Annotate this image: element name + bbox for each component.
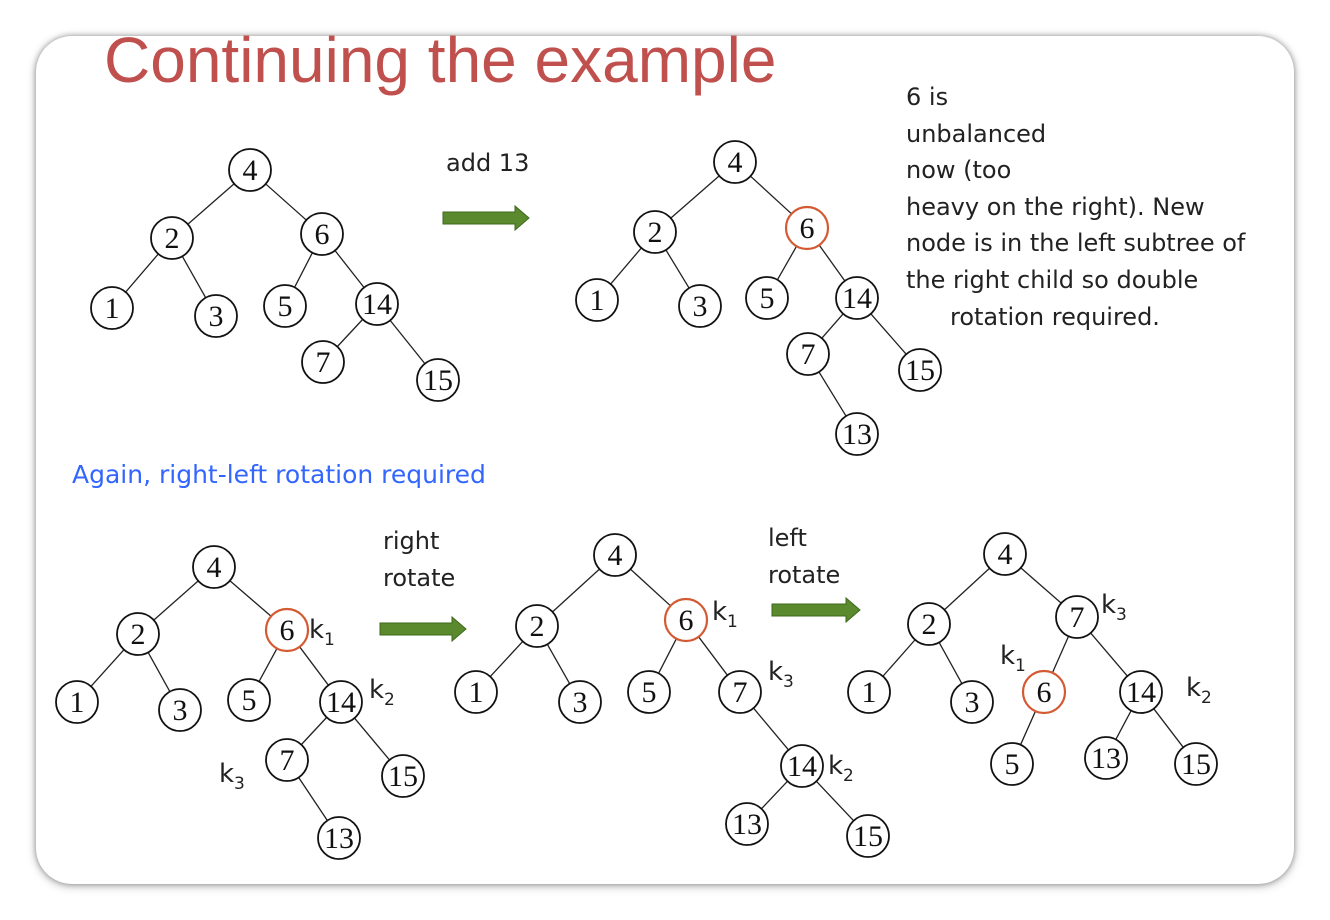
tree-node [382,755,424,797]
tree-edge [266,184,307,220]
explanation-line: rotation required. [950,302,1160,331]
node-label: 4 [727,146,743,179]
page-title: Continuing the example [104,24,777,96]
node-label: 3 [572,686,588,719]
right-rotate-label-line: rotate [383,563,456,592]
node-label: 2 [921,608,937,641]
tree-node [193,546,235,588]
tree-node [229,149,271,191]
tree-edge [883,640,915,677]
tree-node [634,211,676,253]
right-rotate-arrow [380,617,466,641]
node-label: 2 [529,610,545,643]
tree-node [628,671,670,713]
tree-edge [188,184,234,224]
tree-node [786,207,828,249]
left-rotate-label-line: left [768,524,807,552]
tree-edge [777,246,796,280]
node-label: 4 [206,551,222,584]
node-label: 6 [678,604,694,637]
tree-node [417,359,459,401]
tree-edge [490,641,522,676]
node-label: 5 [241,684,257,717]
tree-node [151,217,193,259]
tree-node [787,333,829,375]
tree-node [848,671,890,713]
tree-edge [299,777,328,820]
node-label: 4 [997,538,1013,571]
tree-edge [671,176,719,218]
node-label: 7 [1069,601,1085,634]
tree-edge [1021,568,1061,603]
tree-node [576,279,618,321]
tree-edge [1052,636,1068,673]
tree-node [746,277,788,319]
tree-node [195,295,237,337]
node-label: 15 [1181,748,1211,781]
node-label: 5 [641,676,657,709]
tree-node [984,533,1026,575]
tree-after-add [576,141,941,455]
tree-node [726,803,768,845]
node-label: 7 [732,676,748,709]
node-label: 1 [589,284,605,317]
node-label: 5 [759,282,775,315]
node-label: 14 [326,686,356,719]
k-label: k [1000,641,1016,671]
tree-edge [300,647,329,685]
tree-node [455,671,497,713]
node-label: 6 [1036,676,1052,709]
node-label: 4 [607,539,623,572]
tree-node [1085,737,1127,779]
node-label: 3 [692,290,708,323]
node-label: 1 [69,686,85,719]
node-label: 4 [242,154,258,187]
tree-edge [337,319,362,346]
tree-node [266,609,335,651]
tree-node [301,213,343,255]
node-label: 2 [164,222,180,255]
node-label: 2 [647,216,663,249]
tree-edge [761,781,787,809]
tree-edge [335,251,364,288]
k-subscript: 2 [1201,688,1212,708]
tree-node [320,675,395,723]
node-label: 3 [964,686,980,719]
add-arrow [443,206,529,230]
node-label: 13 [732,808,762,841]
tree-edge [148,652,170,691]
left-rotate-label-line: rotate [768,560,841,589]
add-label: add 13 [446,149,530,177]
tree-edge [753,708,788,750]
tree-after-right [455,534,889,857]
tree-node [991,743,1033,785]
k-label: k [369,675,385,705]
tree-node [951,681,993,723]
tree-edge [939,642,962,683]
tree-edge [630,569,670,606]
k-label: k [1186,673,1202,703]
tree-edge [611,248,642,284]
tree-node [665,597,738,641]
node-label: 1 [468,676,484,709]
tree-edge [819,245,845,281]
node-label: 7 [279,744,295,777]
k-subscript: 3 [783,672,794,692]
node-label: 5 [1004,748,1020,781]
tree-edge [547,644,569,683]
k-subscript: 1 [727,612,738,632]
node-label: 14 [1126,676,1156,709]
k-label: k [219,759,235,789]
node-label: 1 [104,292,120,325]
left-rotate-arrow [772,598,860,622]
tree-edge [944,568,989,610]
k-label: k [309,615,325,645]
node-label: 15 [853,820,883,853]
explanation-line: node is in the left subtree of [906,229,1246,258]
tree-node [714,141,756,183]
tree-node [559,681,601,723]
tree-node [302,341,344,383]
tree-edge [699,637,728,675]
tree-node [264,285,306,327]
tree-node [899,349,941,391]
node-label: 14 [362,288,392,321]
tree-edge [750,176,791,214]
tree-edge [259,648,277,681]
tree-node [836,413,878,455]
k-subscript: 1 [324,630,335,650]
node-label: 3 [172,694,188,727]
k-subscript: 2 [384,690,395,710]
tree-edge [154,581,198,620]
node-label: 13 [1091,742,1121,775]
tree-edge [91,650,124,687]
tree-node [91,287,133,329]
right-left-note: Again, right-left rotation required [72,460,486,489]
k-subscript: 2 [843,766,854,786]
tree-edge [126,254,159,292]
tree-edge [230,581,271,617]
k-label: k [828,751,844,781]
tree-node [219,739,308,794]
tree-edge [1021,711,1036,745]
node-label: 13 [324,822,354,855]
k-label: k [768,657,784,687]
node-label: 6 [799,212,815,245]
tree-edge [822,314,843,338]
tree-edge [871,314,906,354]
tree-node [228,679,270,721]
node-label: 14 [787,750,817,783]
tree-node [781,745,854,787]
tree-edge [354,718,389,760]
tree-edge [553,569,600,612]
node-label: 6 [279,614,295,647]
node-label: 15 [423,364,453,397]
node-label: 7 [800,338,816,371]
tree-after-left [848,533,1217,785]
node-label: 15 [905,354,935,387]
k-subscript: 3 [1116,605,1127,625]
node-label: 7 [315,346,331,379]
node-label: 14 [842,282,872,315]
tree-node [1120,671,1212,713]
tree-node [847,815,889,857]
node-label: 3 [208,300,224,333]
tree-node [594,534,636,576]
tree-edge [816,781,853,820]
k-subscript: 1 [1015,656,1026,676]
tree-edge [1116,711,1131,740]
tree-node [908,603,950,645]
k-label: k [1101,590,1117,620]
node-label: 1 [861,676,877,709]
tree-node [356,283,398,325]
node-label: 13 [842,418,872,451]
explanation-line: unbalanced [906,119,1047,148]
tree-node [56,681,98,723]
tree-edge [819,372,846,416]
explanation-line: the right child so double [906,265,1199,294]
tree-node [719,657,794,713]
tree-node [117,613,159,655]
k-label: k [712,597,728,627]
node-label: 15 [388,760,418,793]
tree-edge [390,320,425,363]
node-label: 5 [277,290,293,323]
tree-node [1056,590,1127,638]
right-rotate-label-line: right [383,527,440,555]
explanation-line: 6 is [906,83,949,111]
node-label: 6 [314,218,330,251]
tree-edge [295,253,313,288]
tree-edge [659,639,677,674]
trees-layer [56,141,1217,859]
tree-start [56,546,424,859]
tree-node [318,817,360,859]
explanation-line: now (too [906,156,1012,185]
tree-node [159,689,201,731]
tree-before [91,149,459,401]
tree-edge [182,256,205,297]
tree-node [1000,641,1065,713]
tree-node [836,277,878,319]
tree-edge [666,250,689,288]
tree-edge [1154,709,1184,748]
tree-node [679,285,721,327]
tree-node [516,605,558,647]
tree-edge [1091,633,1128,676]
k-subscript: 3 [234,774,245,794]
tree-edge [301,717,326,744]
explanation-line: heavy on the right). New [906,192,1205,221]
tree-node [1175,743,1217,785]
node-label: 2 [130,618,146,651]
